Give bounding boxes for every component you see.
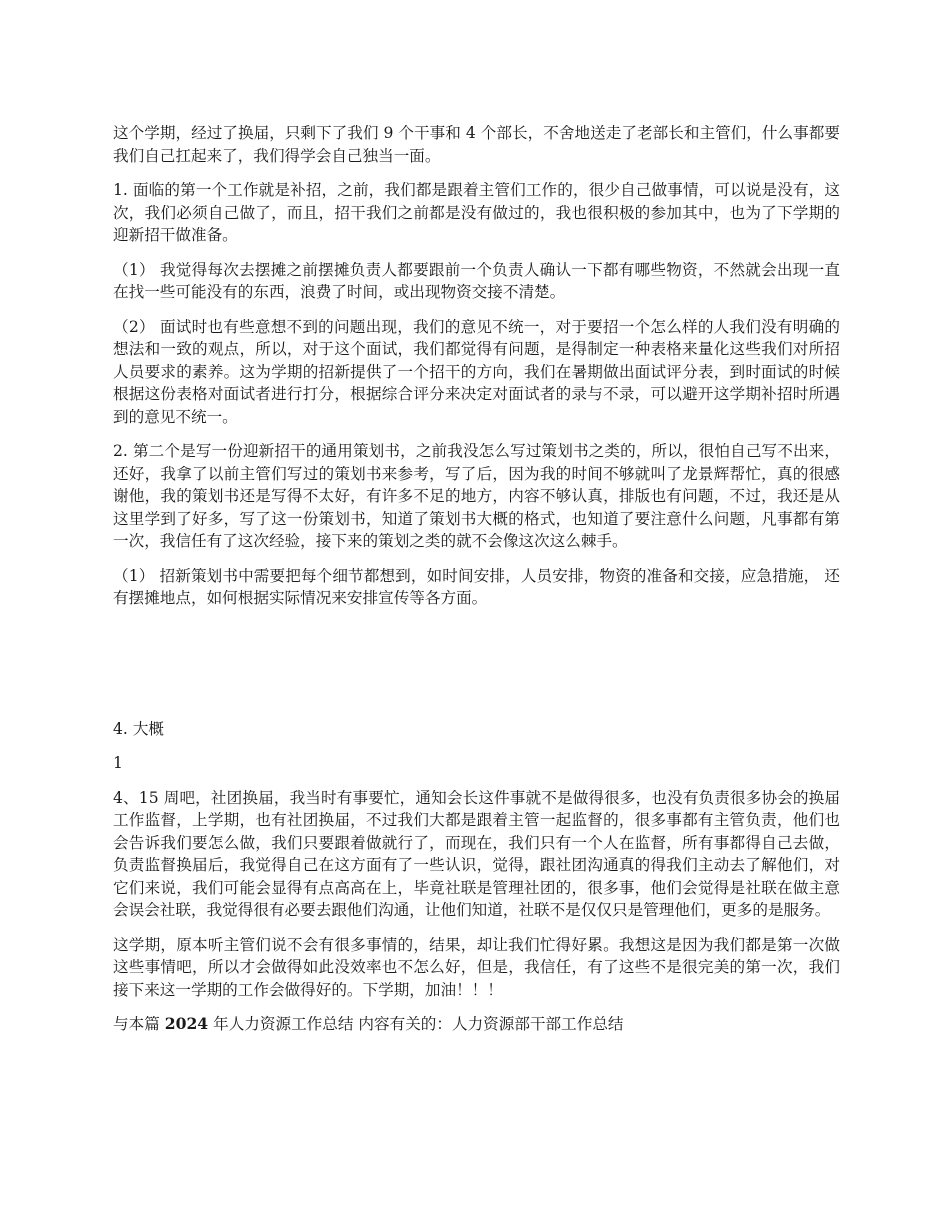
paragraph-item-2-sub-1: （1） 招新策划书中需要把每个细节都想到，如时间安排，人员安排，物资的准备和交接，应急措施， 还有摆摊地点，如何根据实际情况来安排宣传等各方面。 [113, 566, 840, 607]
section-heading-4: 4. 大概 [113, 719, 165, 738]
paragraph-intro: 这个学期，经过了换届，只剩下了我们 9 个干事和 4 个部长，不舍地送走了老部长和主管们，什么事都要我们自己扛起来了，我们得学会自己独当一面。 [113, 124, 840, 165]
standalone-number: 1 [113, 754, 123, 772]
related-articles-line [113, 1013, 840, 1036]
paragraph-conclusion: 这学期，原本听主管们说不会有很多事情的，结果，却让我们忙得好累。我想这是因为我们都是第一次做这些事情吧，所以才会做得如此没效率也不怎么好，但是，我信任，有了这些不是很完美的第一次，我们接下来这一学期的工作会做得好的。下学期，加油！！！ [113, 935, 840, 999]
document-page [113, 122, 840, 1036]
related-title-rest: 年人力资源工作总结 内容有关的：人力资源部干部工作总结 [208, 1015, 624, 1033]
paragraph-item-1-sub-1: （1） 我觉得每次去摆摊之前摆摊负责人都要跟前一个负责人确认一下都有哪些物资，不然就会出现一直在找一些可能没有的东西，浪费了时间，或出现物资交接不清楚。 [113, 260, 840, 301]
paragraph-item-1-sub-2: （2） 面试时也有些意想不到的问题出现，我们的意见不统一，对于要招一个怎么样的人我们没有明确的想法和一致的观点，所以，对于这个面试，我们都觉得有问题，是得制定一种表格来量化这些我们对所招人员要求的素养。这为学期的招新提供了一个招干的方向，我们在暑期做出面试评分表，到时面试的时候根据这份表格对面试者进行打分，根据综合评分来决定对面试者的录与不录，可以避开这学期补招时所遇到的意见不统一。 [113, 317, 840, 426]
related-prefix: 与本篇 [113, 1015, 165, 1033]
paragraph-item-1: 1. 面临的第一个工作就是补招，之前，我们都是跟着主管们工作的，很少自己做事情，可以说是没有，这次，我们必须自己做了，而且，招干我们之前都是没有做过的，我也很积极的参加其中，也为了下学期的迎新招干做准备。 [113, 181, 840, 244]
blank-gap [113, 622, 840, 718]
paragraph-item-2: 2. 第二个是写一份迎新招干的通用策划书，之前我没怎么写过策划书之类的，所以，很怕自己写不出来，还好，我拿了以前主管们写过的策划书来参考，写了后，因为我的时间不够就叫了龙景辉帮忙，真的很感谢他，我的策划书还是写得不太好，有许多不足的地方，内容不够认真，排版也有问题，不过，我还是从这里学到了好多，写了这一份策划书，知道了策划书大概的格式，也知道了要注意什么问题，凡事都有第一次，我信任有了这次经验，接下来的策划之类的就不会像这次这么棘手。 [113, 442, 840, 550]
related-title-bold: 2024 [164, 1014, 209, 1033]
paragraph-club-election: 4、15 周吧，社团换届，我当时有事要忙，通知会长这件事就不是做得很多，也没有负责很多协会的换届工作监督，上学期，也有社团换届，不过我们大都是跟着主管一起监督的，很多事都有主管负责，他们也会告诉我们要怎么做，我们只要跟着做就行了，而现在，我们只有一个人在监督，所有事都得自己去做，负责监督换届后，我觉得自己在这方面有了一些认识，觉得，跟社团沟通真的得我们主动去了解他们，对它们来说，我们可能会显得有点高高在上，毕竟社联是管理社团的，很多事，他们会觉得是社联在做主意会误会社联，我觉得很有必要去跟他们沟通，让他们知道，社联不是仅仅只是管理他们，更多的是服务。 [113, 788, 840, 919]
